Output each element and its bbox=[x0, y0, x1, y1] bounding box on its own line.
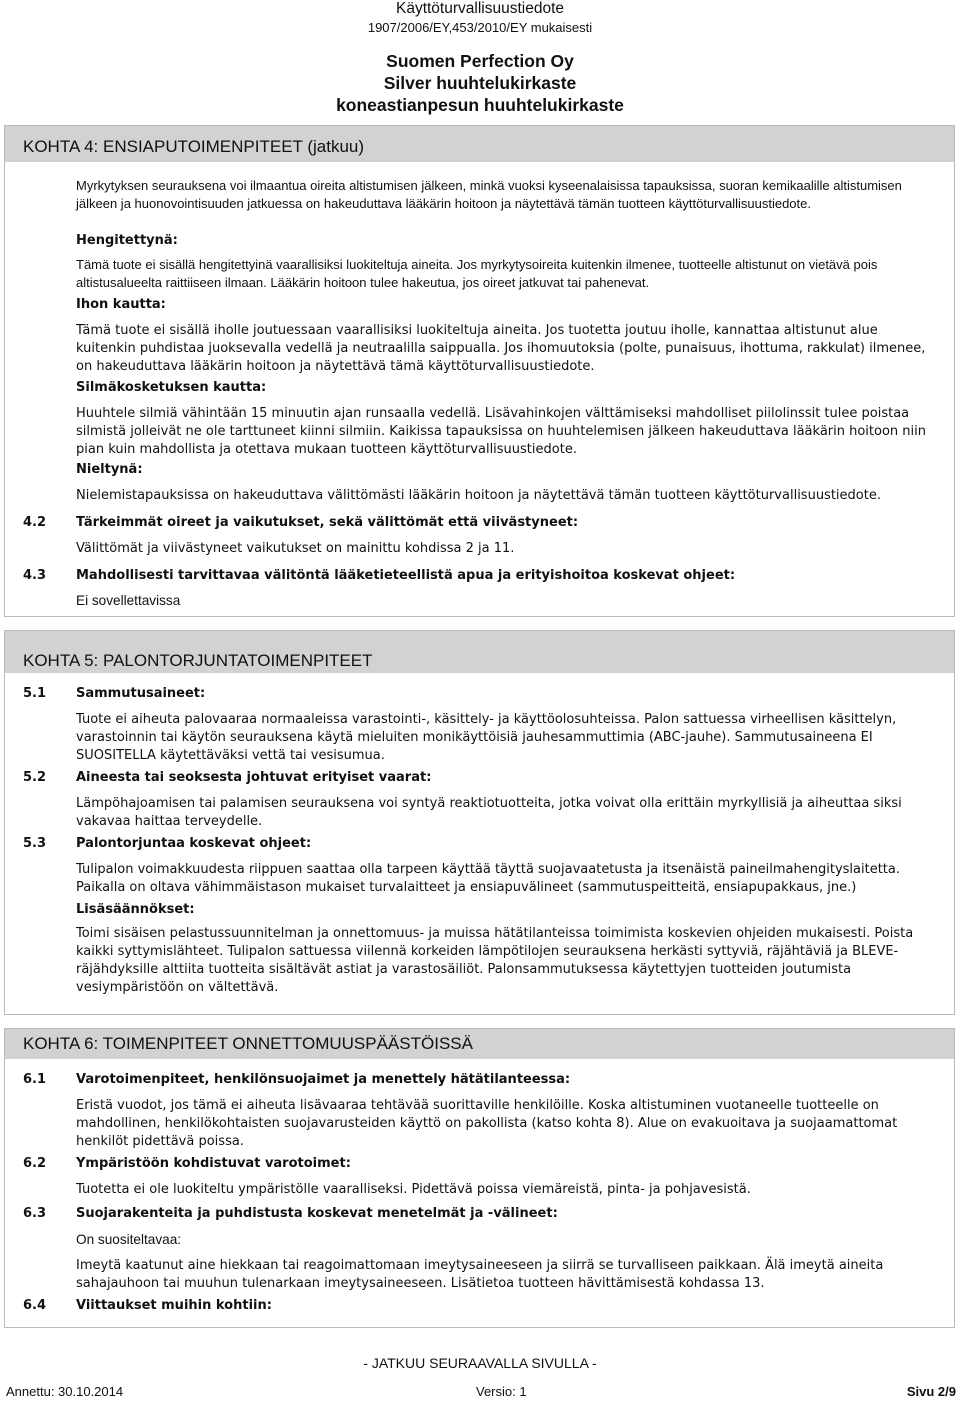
subsection-5-1-number: 5.1 bbox=[23, 686, 47, 701]
section-5-title: KOHTA 5: PALONTORJUNTATOIMENPITEET bbox=[5, 631, 954, 673]
subsection-5-2-text: Lämpöhajoamisen tai palamisen seurauksena voi syntyä reaktiotuotteita, jotka voivat olla erittäin myrkyllisiä ja aiheuttaa siksi vakavaa haittaa terveydelle. bbox=[76, 796, 902, 829]
subsection-4-3-text: Ei sovellettavissa bbox=[76, 593, 181, 608]
ingestion-text: Nielemistapauksissa on hakeuduttava välittömästi lääkärin hoitoon ja näytettävä tämän tuotteen käyttöturvallisuustiedote. bbox=[76, 488, 881, 503]
subsection-6-1-number: 6.1 bbox=[23, 1072, 47, 1087]
section-4-intro: Myrkytyksen seurauksena voi ilmaantua oireita altistumisen jälkeen, minkä vuoksi kyseenalaisissa tapauksissa, suoran kemikaalille altistumisen jälkeen ja huonovointisuuden jatkuessa on hakeuduttava lääkärin hoitoon ja näytettävä tämän tuotteen käyttöturvallisuustiedote. bbox=[76, 178, 902, 211]
subsection-6-2-text: Tuotetta ei ole luokiteltu ympäristölle vaaralliseksi. Pidettävä poissa viemäreistä, pinta- ja pohjavesistä. bbox=[76, 1182, 751, 1197]
skin-text: Tämä tuote ei sisällä iholle joutuessaan vaarallisiksi luokiteltuja aineita. Jos tuotetta joutuu iholle, kannattaa altistunut alue kuitenkin puhdistaa juoksevalla vedellä ja neutraalilla saippualla. Jos ihomuutoksia (polte, punaisuus, ihottuma, rakkulat) ilmenee, on hakeuduttava lääkärin hoitoon ja näytettävä tämä käyttöturvallisuustiedote. bbox=[76, 323, 926, 374]
product-description: koneastianpesun huuhtelukirkaste bbox=[336, 95, 624, 115]
eye-heading: Silmäkosketuksen kautta: bbox=[76, 380, 267, 395]
section-6-title: KOHTA 6: TOIMENPITEET ONNETTOMUUSPÄÄSTÖISSÄ bbox=[5, 1029, 954, 1059]
company-name: Suomen Perfection Oy bbox=[386, 51, 574, 71]
section-5-box bbox=[4, 630, 955, 1015]
subsection-5-3-number: 5.3 bbox=[23, 836, 47, 851]
subsection-5-1-title: Sammutusaineet: bbox=[76, 686, 206, 701]
continues-notice: - JATKUU SEURAAVALLA SIVULLA - bbox=[363, 1355, 597, 1371]
subsection-4-3-title: Mahdollisesti tarvittavaa välitöntä lääketieteellistä apua ja erityishoitoa koskevat ohjeet: bbox=[76, 568, 736, 583]
inhalation-heading: Hengitettynä: bbox=[76, 233, 178, 248]
subsection-6-2-number: 6.2 bbox=[23, 1156, 47, 1171]
subsection-6-3-title: Suojarakenteita ja puhdistusta koskevat menetelmät ja -välineet: bbox=[76, 1206, 558, 1221]
skin-heading: Ihon kautta: bbox=[76, 297, 166, 312]
subsection-4-2-title: Tärkeimmät oireet ja vaikutukset, sekä välittömät että viivästyneet: bbox=[76, 515, 579, 530]
product-name: Silver huuhtelukirkaste bbox=[383, 73, 577, 93]
section-4-box bbox=[4, 125, 955, 617]
subsection-6-3-text: Imeytä kaatunut aine hiekkaan tai reagoimattomaan imeytysaineeseen ja siirrä se turvalliseen paikkaan. Älä imeytä aineita sahajauhoon tai muuhun tulenarkaan imeytysaineeseen. Lisätietoa tuotteen hävittämisestä kohdassa 13. bbox=[76, 1258, 884, 1291]
subsection-6-4-number: 6.4 bbox=[23, 1298, 47, 1313]
subsection-5-2-title: Aineesta tai seoksesta johtuvat erityiset vaarat: bbox=[76, 770, 432, 785]
subsection-5-3-title: Palontorjuntaa koskevat ohjeet: bbox=[76, 836, 312, 851]
subsection-5-3-text: Tulipalon voimakkuudesta riippuen saattaa olla tarpeen käyttää täyttä suojavaatetusta ja itsenäistä paineilmahengityslaitetta. Paikalla on oltava vähimmäistason mukaiset turvalaitteet ja ensiapuvälineet (sammutuspeitteitä, ensiapupakkaus, jne.) bbox=[76, 862, 900, 895]
subsection-5-2-number: 5.2 bbox=[23, 770, 47, 785]
eye-text: Huuhtele silmiä vähintään 15 minuutin ajan runsaalla vedellä. Lisävahinkojen välttämiseksi mahdolliset piilolinssit tulee poistaa silmistä jolleivät ne ole tarttuneet kiinni silmiin. Kaikissa tapauksissa on huuhtelemisen jälkeen hakeuduttava lääkärin hoitoon niin pian kuin mahdollista ja otettava mukaan tuotteen käyttöturvallisuustiedote. bbox=[76, 406, 927, 457]
subsection-6-4-title: Viittaukset muihin kohtiin: bbox=[76, 1298, 272, 1313]
subsection-6-3-number: 6.3 bbox=[23, 1206, 47, 1221]
section-4-title: KOHTA 4: ENSIAPUTOIMENPITEET (jatkuu) bbox=[5, 126, 954, 162]
issue-date: Annettu: 30.10.2014 bbox=[6, 1384, 124, 1399]
subsection-4-3-number: 4.3 bbox=[23, 568, 47, 583]
subsection-6-1-title: Varotoimenpiteet, henkilönsuojaimet ja menettely hätätilanteessa: bbox=[76, 1072, 571, 1087]
inhalation-text: Tämä tuote ei sisällä hengitettyinä vaarallisiksi luokiteltuja aineita. Jos myrkytysoireita kuitenkin ilmenee, tuotteelle altistunut on vietävä pois altistusalueelta raittiiseen ilmaan. Lääkärin hoitoon tulee hakeutua, jos oireet jatkuvat tai pahenevat. bbox=[76, 257, 878, 290]
page-number: Sivu 2/9 bbox=[906, 1384, 956, 1399]
ingestion-heading: Nieltynä: bbox=[76, 462, 143, 477]
subsection-6-1-text: Eristä vuodot, jos tämä ei aiheuta lisävaaraa tehtävää suorittaville henkilöille. Koska altistuminen vuotaneelle tuotteelle on mahdollinen, henkilökohtaisten suojavarusteiden käyttö on pakollista (katso kohta 8). Alue on evakuoitava ja suojaamattomat henkilöt pidettävä poissa. bbox=[76, 1098, 898, 1149]
section-6-box bbox=[4, 1028, 955, 1328]
version: Versio: 1 bbox=[476, 1384, 527, 1399]
regulation-reference: 1907/2006/EY,453/2010/EY mukaisesti bbox=[367, 20, 593, 35]
additional-rules-text: Toimi sisäisen pelastussuunnitelman ja onnettomuus- ja muissa hätätilanteissa toimimista koskevien ohjeiden mukaisesti. Poista kaikki syttymislähteet. Tulipalon sattuessa viilennä korkeiden lämpötilojen seurauksena herkästi syttyviä, räjähtäviä ja BLEVE-räjähdyksille alttiita tuotteita sisältävät astiat ja varastosäiliöt. Palonsammutuksessa käytettyjen tuotteiden joutumista vesiympäristöön on vältettävä. bbox=[76, 926, 914, 995]
subsection-4-2-number: 4.2 bbox=[23, 515, 47, 530]
subsection-6-2-title: Ympäristöön kohdistuvat varotoimet: bbox=[76, 1156, 351, 1171]
document-type: Käyttöturvallisuustiedote bbox=[395, 0, 564, 17]
subsection-5-1-text: Tuote ei aiheuta palovaaraa normaaleissa varastointi-, käsittely- ja käyttöolosuhteissa. Palon sattuessa virheellisen käsittelyn, varastoinnin tai käytön seurauksena käytä mieluiten monikäyttöisiä jauhesammuttimia (ABC-jauhe). Sammutusaineena EI SUOSITELLA käytettäväksi vettä tai vesisumua. bbox=[76, 712, 897, 763]
additional-rules-heading: Lisäsäännökset: bbox=[76, 902, 195, 917]
subsection-4-2-text: Välittömät ja viivästyneet vaikutukset on mainittu kohdissa 2 ja 11. bbox=[76, 541, 515, 556]
subsection-6-3-subheading: On suositeltavaa: bbox=[76, 1232, 182, 1247]
